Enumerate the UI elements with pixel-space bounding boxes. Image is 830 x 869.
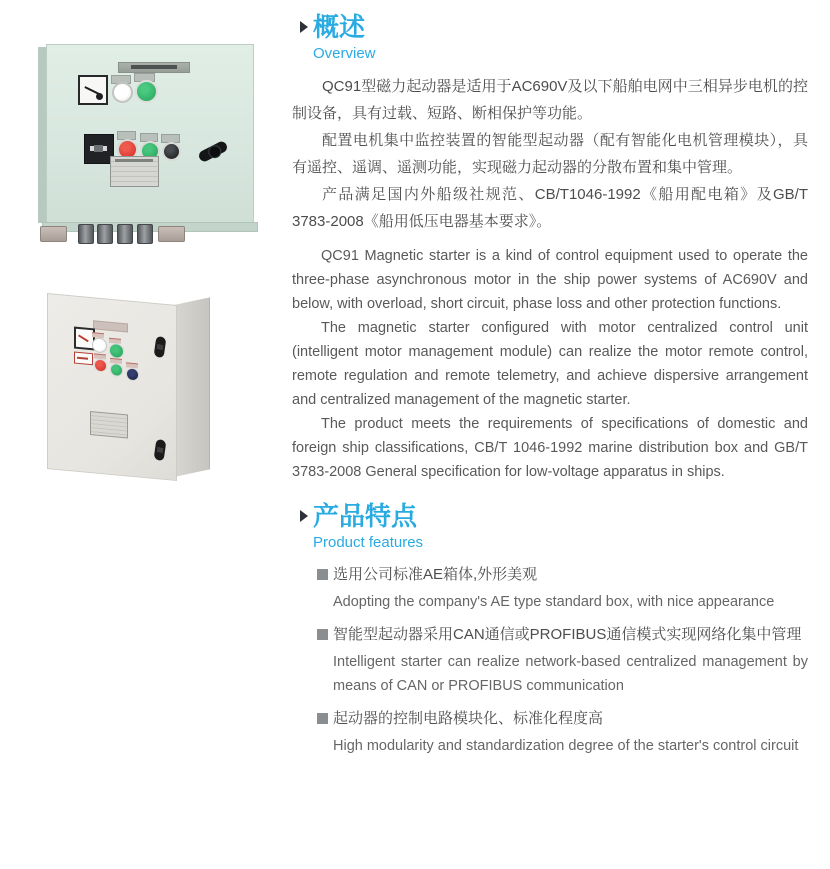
- features-section-header: [292, 501, 808, 552]
- ammeter-icon: [78, 75, 108, 105]
- paragraph-en: The magnetic starter configured with motor centralized control unit (intelligent motor management module) can realize the motor remote control, remote regulation and remote telemetry, and achieve dispersive arrangement and centralized management of the magnetic starter.: [292, 320, 808, 408]
- breaker-lever: [94, 145, 103, 152]
- mounting-bracket: [158, 226, 185, 242]
- cabinet-side-panel: [174, 297, 210, 477]
- bullet-square-icon: [317, 713, 328, 724]
- cable-gland: [97, 224, 113, 244]
- paragraph-zh: 产品满足国内外船级社规范、CB/T1046-1992《船用配电箱》及GB/T 3783-2008《船用低压电器基本要求》。: [292, 186, 808, 230]
- features-title-en: Product features: [313, 534, 424, 551]
- feature-zh-label: 选用公司标准AE箱体,外形美观: [333, 566, 538, 583]
- features-list: [292, 561, 808, 758]
- feature-item: [292, 705, 808, 758]
- paragraph-zh: 配置电机集中监控装置的智能型起动器（配有智能化电机管理模块），具有遥控、遥调、遥测功能，实现磁力起动器的分散布置和集中管理。: [292, 132, 808, 176]
- cable-gland: [137, 224, 153, 244]
- overview-paragraphs-en: [292, 244, 808, 484]
- feature-zh-label: 智能型起动器采用CAN通信或PROFIBUS通信模式实现网络化集中管理: [333, 626, 802, 643]
- blue-reset-button: [126, 367, 139, 381]
- overview-section-header: [292, 12, 808, 63]
- feature-text-zh: [292, 561, 808, 589]
- black-reset-button: [162, 142, 181, 161]
- nameplate: [90, 411, 128, 439]
- section-triangle-icon: [300, 510, 308, 522]
- red-stop-button: [94, 358, 107, 372]
- feature-text-en: Intelligent starter can realize network-based centralized management by means of CAN or PROFIBUS communication: [333, 654, 808, 694]
- cabinet-left-edge: [38, 47, 46, 223]
- cable-gland: [117, 224, 133, 244]
- bullet-square-icon: [317, 629, 328, 640]
- cabinet-front-panel: [47, 293, 177, 481]
- white-indicator-lamp: [92, 337, 107, 353]
- section-triangle-icon: [300, 21, 308, 33]
- paragraph-zh: QC91型磁力起动器是适用于AC690V及以下船舶电网中三相异步电机的控制设备，具有过载、短路、断相保护等功能。: [292, 78, 808, 122]
- meter-hub: [96, 93, 103, 100]
- feature-text-zh: [292, 621, 808, 649]
- feature-item: [292, 561, 808, 614]
- mounting-bracket: [40, 226, 67, 242]
- bullet-square-icon: [317, 569, 328, 580]
- feature-text-en: High modularity and standardization degree of the starter's control circuit: [333, 738, 799, 754]
- door-latch: [154, 439, 167, 462]
- feature-item: [292, 621, 808, 698]
- features-title-zh: 产品特点: [313, 501, 418, 531]
- feature-text-en: Adopting the company's AE type standard box, with nice appearance: [333, 594, 775, 610]
- paragraph-en: QC91 Magnetic starter is a kind of control equipment used to operate the three-phase asynchronous motor in the ship power systems of AC690V and below, with overload, short circuit, phase loss and other protection functions.: [292, 248, 808, 312]
- cabinet-title-label: [93, 320, 128, 332]
- product-photo-perspective-view: [43, 288, 218, 478]
- door-latch: [154, 336, 167, 359]
- cable-gland: [78, 224, 94, 244]
- text-column: [292, 12, 808, 765]
- feature-text-zh: [292, 705, 808, 733]
- indicator-meter-icon: [74, 352, 93, 366]
- nameplate: [110, 156, 159, 187]
- product-photo-front-view: [30, 44, 258, 244]
- green-indicator-lamp: [135, 80, 158, 103]
- feature-zh-label: 起动器的控制电路模块化、标准化程度高: [333, 710, 604, 727]
- green-start-button: [110, 363, 123, 377]
- cabinet-title-label: [118, 62, 190, 73]
- overview-paragraphs-zh: [292, 73, 808, 235]
- overview-title-zh: 概述: [313, 12, 366, 42]
- green-indicator-lamp: [109, 343, 124, 359]
- paragraph-en: The product meets the requirements of specifications of domestic and foreign ship classifications, CB/T 1046-1992 marine distribution box and GB/T 3783-2008 General specification for low-voltage apparatus in ships.: [292, 416, 808, 480]
- overview-title-en: Overview: [313, 45, 376, 62]
- white-indicator-lamp: [112, 82, 133, 103]
